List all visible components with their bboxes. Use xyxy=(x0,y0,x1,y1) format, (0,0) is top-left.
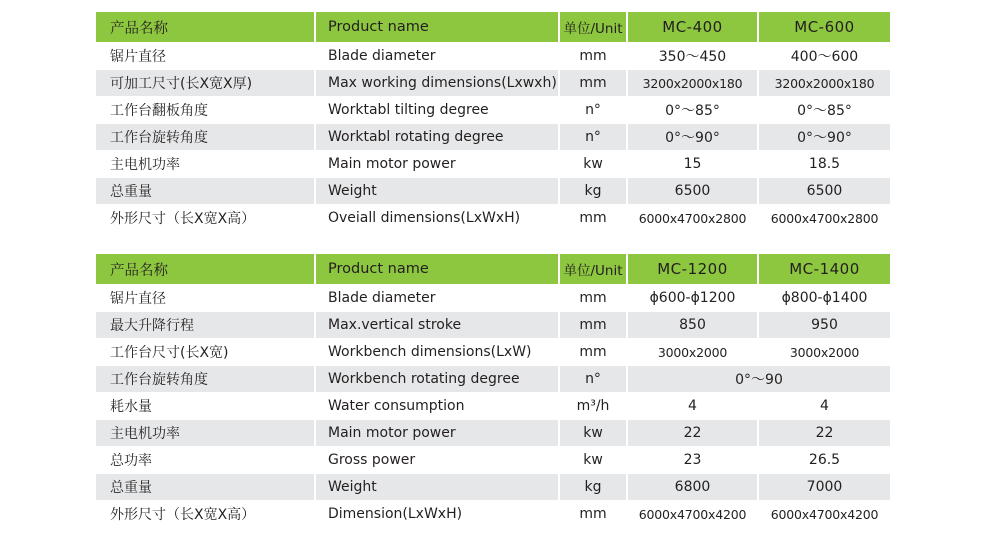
cell-value-2: 3200x2000x180 xyxy=(759,70,890,97)
cell-value-2: 6000x4700x2800 xyxy=(759,205,890,232)
table-row xyxy=(96,151,890,178)
cell-value-2: 18.5 xyxy=(759,151,890,178)
cell-value-2: 0°～85° xyxy=(759,97,890,124)
cell-en: Water consumption xyxy=(316,393,560,420)
cell-en: Gross power xyxy=(316,447,560,474)
cell-en: Oveiall dimensions(LxWxH) xyxy=(316,205,560,232)
cell-cn: 主电机功率 xyxy=(96,420,316,447)
table-row xyxy=(96,447,890,474)
header-en: Product name xyxy=(316,12,560,43)
cell-cn: 工作台旋转角度 xyxy=(96,124,316,151)
cell-value-2: 4 xyxy=(759,393,890,420)
cell-unit: mm xyxy=(560,285,628,312)
table-row xyxy=(96,420,890,447)
cell-en: Worktabl rotating degree xyxy=(316,124,560,151)
cell-cn: 总重量 xyxy=(96,474,316,501)
table-row xyxy=(96,474,890,501)
header-model-2: MC-1400 xyxy=(759,254,890,285)
cell-unit: n° xyxy=(560,97,628,124)
table-row xyxy=(96,205,890,232)
header-model-1: MC-1200 xyxy=(628,254,759,285)
cell-value-1: 850 xyxy=(628,312,759,339)
cell-en: Dimension(LxWxH) xyxy=(316,501,560,528)
cell-cn: 外形尺寸（长X宽X高） xyxy=(96,501,316,528)
cell-unit: mm xyxy=(560,312,628,339)
spec-table-mc-400-600 xyxy=(96,12,890,232)
cell-value-merged: 0°～90 xyxy=(628,366,890,393)
cell-cn: 主电机功率 xyxy=(96,151,316,178)
cell-unit: m³/h xyxy=(560,393,628,420)
cell-value-1: 6000x4700x2800 xyxy=(628,205,759,232)
table-row xyxy=(96,285,890,312)
cell-value-2: 26.5 xyxy=(759,447,890,474)
table-row xyxy=(96,124,890,151)
cell-value-1: 23 xyxy=(628,447,759,474)
cell-cn: 外形尺寸（长X宽X高） xyxy=(96,205,316,232)
cell-unit: kw xyxy=(560,151,628,178)
table-row xyxy=(96,97,890,124)
cell-en: Weight xyxy=(316,178,560,205)
cell-value-1: 350～450 xyxy=(628,43,759,70)
cell-value-1: 6500 xyxy=(628,178,759,205)
spec-table-mc-1200-1400 xyxy=(96,254,890,528)
header-cn: 产品名称 xyxy=(96,12,316,43)
cell-unit: kw xyxy=(560,420,628,447)
cell-value-1: 0°～85° xyxy=(628,97,759,124)
cell-value-2: ɸ800-ɸ1400 xyxy=(759,285,890,312)
cell-unit: mm xyxy=(560,339,628,366)
table-row xyxy=(96,70,890,97)
cell-value-1: ɸ600-ɸ1200 xyxy=(628,285,759,312)
header-model-2: MC-600 xyxy=(759,12,890,43)
cell-cn: 工作台尺寸(长X宽) xyxy=(96,339,316,366)
cell-cn: 锯片直径 xyxy=(96,285,316,312)
table-row xyxy=(96,43,890,70)
cell-value-1: 6800 xyxy=(628,474,759,501)
cell-en: Max.vertical stroke xyxy=(316,312,560,339)
cell-cn: 锯片直径 xyxy=(96,43,316,70)
header-unit: 单位/Unit xyxy=(560,12,628,43)
cell-en: Worktabl tilting degree xyxy=(316,97,560,124)
cell-unit: n° xyxy=(560,124,628,151)
table-row xyxy=(96,178,890,205)
cell-value-2: 6000x4700x4200 xyxy=(759,501,890,528)
cell-value-1: 6000x4700x4200 xyxy=(628,501,759,528)
cell-cn: 可加工尺寸(长X宽X厚) xyxy=(96,70,316,97)
header-model-1: MC-400 xyxy=(628,12,759,43)
cell-cn: 最大升降行程 xyxy=(96,312,316,339)
cell-unit: mm xyxy=(560,70,628,97)
table-header-row xyxy=(96,254,890,285)
cell-en: Blade diameter xyxy=(316,285,560,312)
cell-cn: 耗水量 xyxy=(96,393,316,420)
cell-unit: mm xyxy=(560,43,628,70)
cell-unit: mm xyxy=(560,501,628,528)
cell-value-1: 4 xyxy=(628,393,759,420)
cell-value-1: 15 xyxy=(628,151,759,178)
cell-cn: 工作台翻板角度 xyxy=(96,97,316,124)
cell-unit: kg xyxy=(560,474,628,501)
table-header-row xyxy=(96,12,890,43)
table-row xyxy=(96,366,890,393)
cell-value-2: 3000x2000 xyxy=(759,339,890,366)
table-row xyxy=(96,312,890,339)
cell-value-1: 3200x2000x180 xyxy=(628,70,759,97)
header-unit: 单位/Unit xyxy=(560,254,628,285)
cell-value-2: 950 xyxy=(759,312,890,339)
cell-value-1: 22 xyxy=(628,420,759,447)
cell-value-2: 0°～90° xyxy=(759,124,890,151)
cell-unit: kw xyxy=(560,447,628,474)
table-row xyxy=(96,339,890,366)
cell-value-1: 0°～90° xyxy=(628,124,759,151)
header-en: Product name xyxy=(316,254,560,285)
cell-en: Main motor power xyxy=(316,151,560,178)
cell-cn: 总功率 xyxy=(96,447,316,474)
cell-en: Main motor power xyxy=(316,420,560,447)
cell-cn: 工作台旋转角度 xyxy=(96,366,316,393)
cell-value-2: 22 xyxy=(759,420,890,447)
cell-en: Weight xyxy=(316,474,560,501)
cell-unit: n° xyxy=(560,366,628,393)
cell-value-2: 6500 xyxy=(759,178,890,205)
cell-cn: 总重量 xyxy=(96,178,316,205)
table-row xyxy=(96,501,890,528)
cell-value-1: 3000x2000 xyxy=(628,339,759,366)
table-row xyxy=(96,393,890,420)
cell-value-2: 400～600 xyxy=(759,43,890,70)
cell-en: Max working dimensions(Lxwxh) xyxy=(316,70,560,97)
cell-en: Workbench rotating degree xyxy=(316,366,560,393)
cell-unit: kg xyxy=(560,178,628,205)
cell-en: Workbench dimensions(LxW) xyxy=(316,339,560,366)
cell-value-2: 7000 xyxy=(759,474,890,501)
cell-en: Blade diameter xyxy=(316,43,560,70)
cell-unit: mm xyxy=(560,205,628,232)
header-cn: 产品名称 xyxy=(96,254,316,285)
